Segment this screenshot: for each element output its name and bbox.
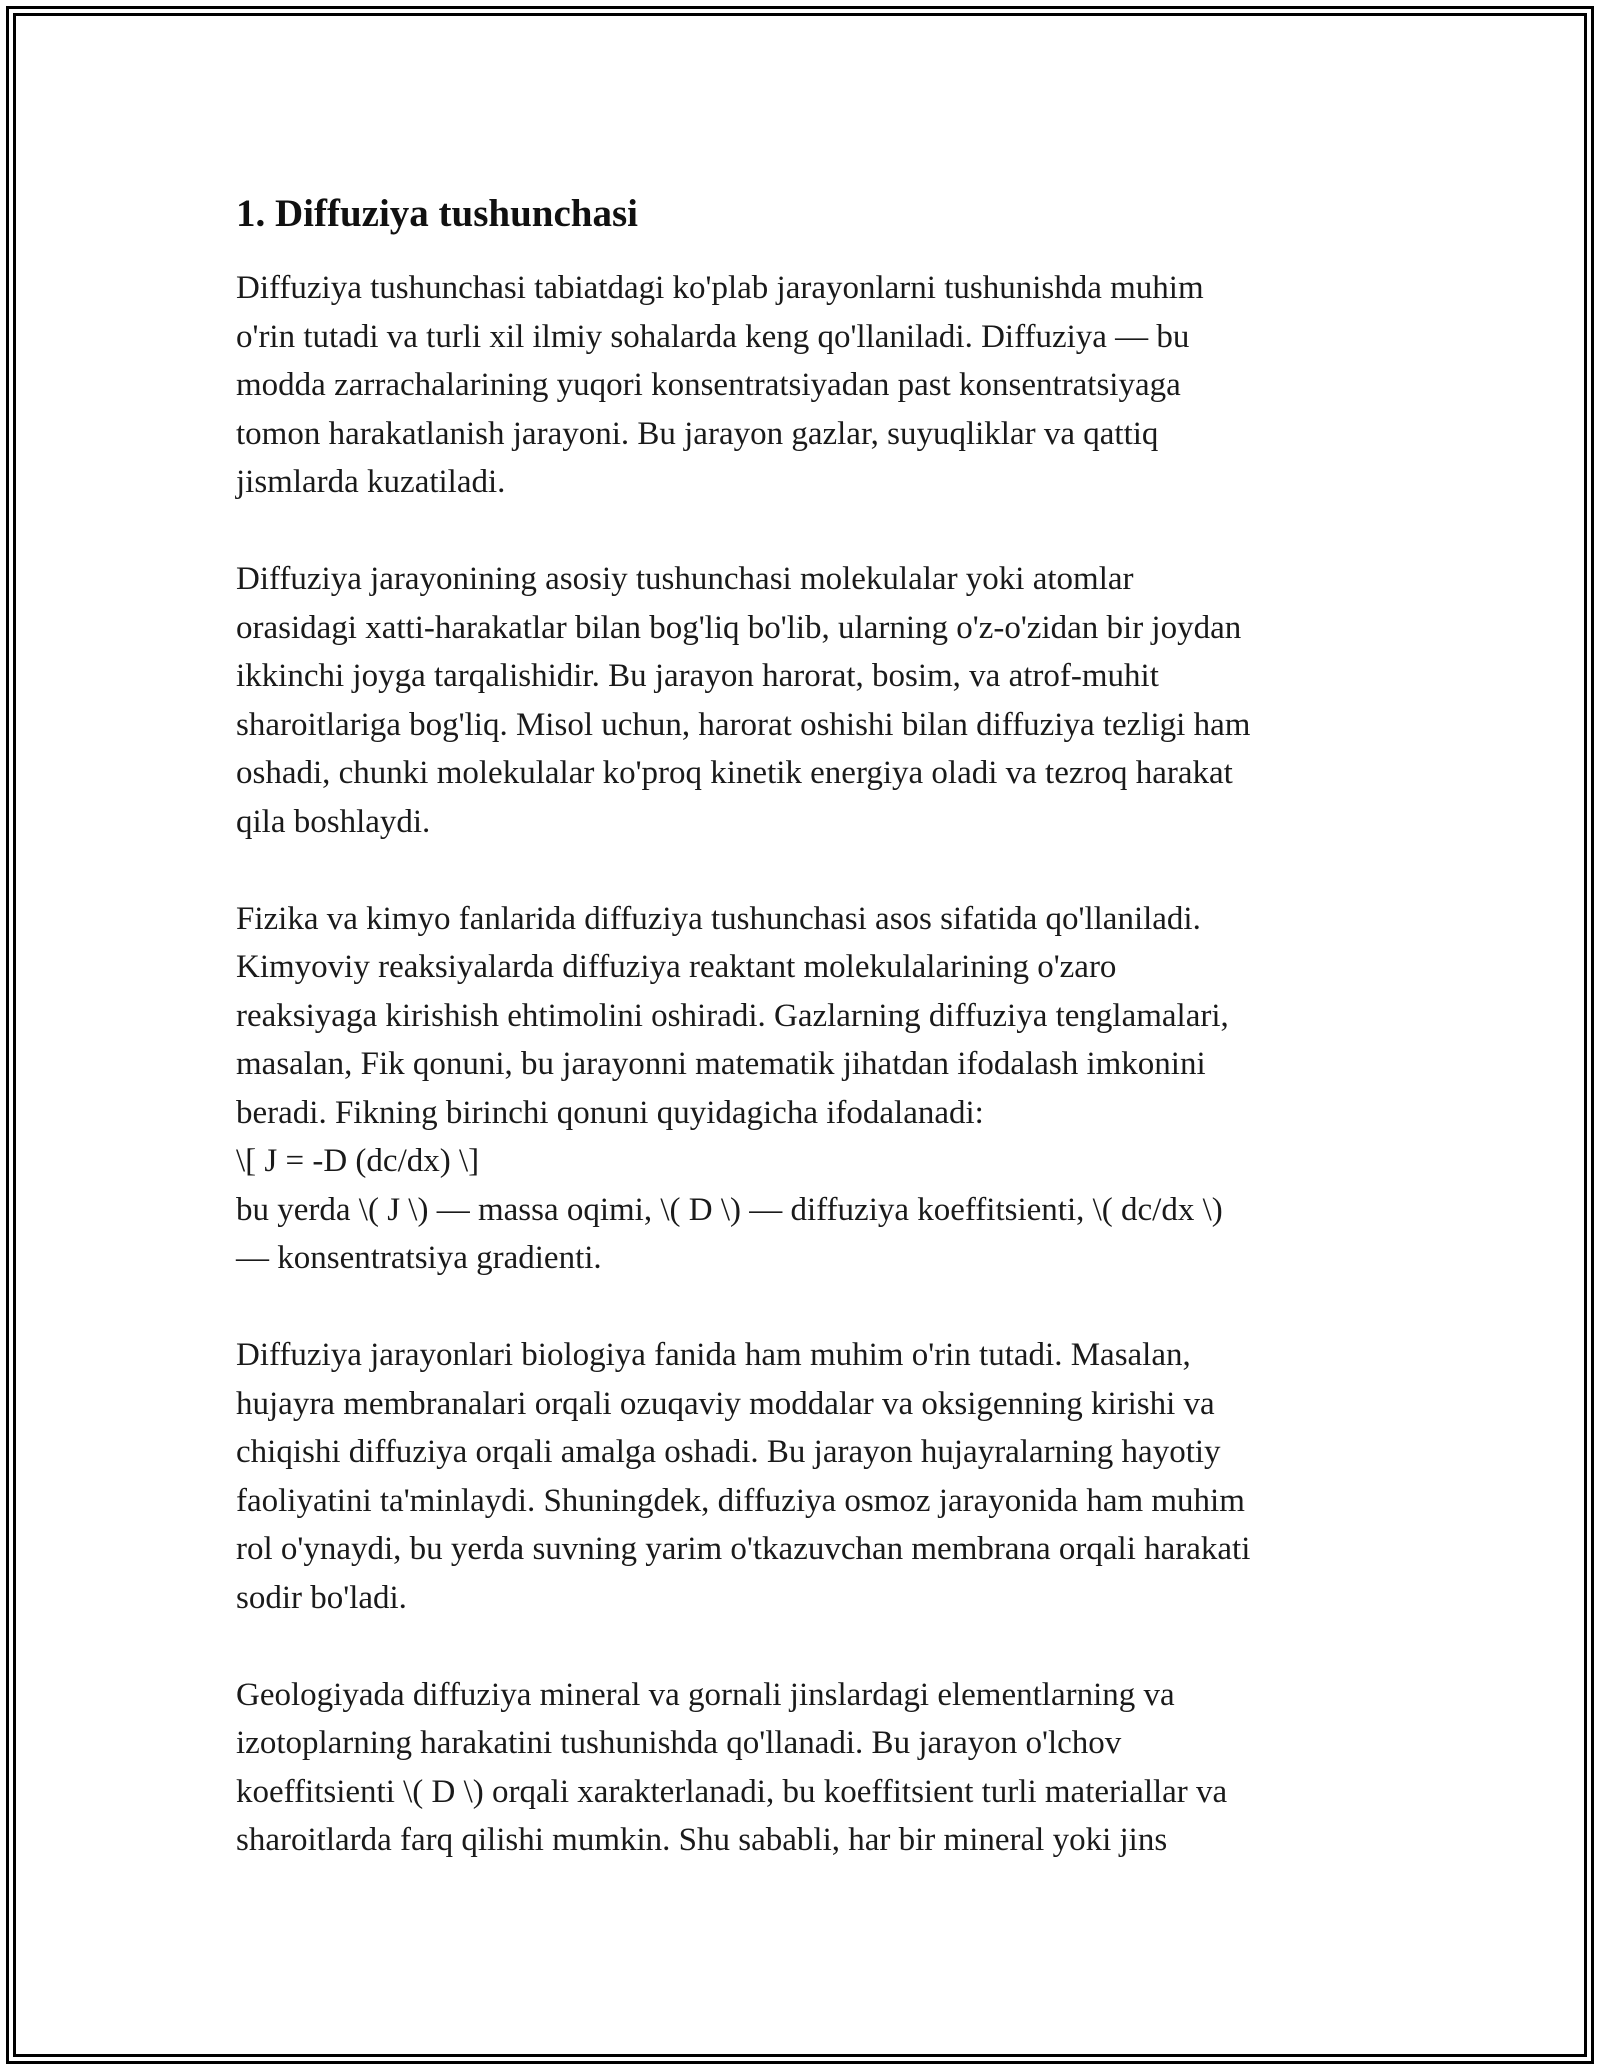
text-line: izotoplarning harakatini tushunishda qo'llanadi. Bu jarayon o'lchov	[236, 1725, 1122, 1761]
text-line: jismlarda kuzatiladi.	[236, 464, 506, 500]
text-line: Geologiyada diffuziya mineral va gornali jinslardagi elementlarning va	[236, 1676, 1175, 1713]
paragraph-1	[236, 264, 1376, 507]
text-line: rol o'ynaydi, bu yerda suvning yarim o'tkazuvchan membrana orqali harakati	[236, 1531, 1251, 1567]
text-line: ikkinchi joyga tarqalishidir. Bu jarayon harorat, bosim, va atrof-muhit	[236, 658, 1159, 694]
text-line: Diffuziya jarayonining asosiy tushunchasi molekulalar yoki atomlar	[236, 561, 1134, 597]
text-line: modda zarrachalarining yuqori konsentratsiyadan past konsentratsiyaga	[236, 367, 1181, 403]
document-body	[236, 186, 1376, 1913]
text-line: — konsentratsiya gradienti.	[236, 1240, 602, 1276]
text-line: masalan, Fik qonuni, bu jarayonni matematik jihatdan ifodalash imkonini	[236, 1046, 1206, 1082]
text-line: sharoitlarda farq qilishi mumkin. Shu sababli, har bir mineral yoki jins	[236, 1822, 1168, 1858]
text-line: koeffitsienti \( D \) orqali xarakterlanadi, bu koeffitsient turli materiallar va	[236, 1773, 1228, 1810]
text-line: qila boshlaydi.	[236, 803, 431, 840]
text-line: sharoitlariga bog'liq. Misol uchun, harorat oshishi bilan diffuziya tezligi ham	[236, 706, 1251, 743]
paragraph-5	[236, 1671, 1376, 1865]
paragraph-3	[236, 895, 1376, 1283]
text-line: o'rin tutadi va turli xil ilmiy sohalarda keng qo'llaniladi. Diffuziya — bu	[236, 318, 1190, 355]
text-line: beradi. Fikning birinchi qonuni quyidagicha ifodalanadi:	[236, 1094, 984, 1131]
text-line: orasidagi xatti-harakatlar bilan bog'liq bo'lib, ularning o'z-o'zidan bir joydan	[236, 609, 1242, 646]
paragraph-4	[236, 1331, 1376, 1622]
paragraph-2	[236, 555, 1376, 846]
text-line: Diffuziya tushunchasi tabiatdagi ko'plab jarayonlarni tushunishda muhim	[236, 270, 1204, 306]
formula-line: \[ J = -D (dc/dx) \]	[236, 1143, 480, 1179]
text-line: oshadi, chunki molekulalar ko'proq kinetik energiya oladi va tezroq harakat	[236, 755, 1233, 791]
text-line: Diffuziya jarayonlari biologiya fanida ham muhim o'rin tutadi. Masalan,	[236, 1337, 1191, 1373]
text-line: chiqishi diffuziya orqali amalga oshadi. Bu jarayon hujayralarning hayotiy	[236, 1434, 1221, 1470]
text-line: Fizika va kimyo fanlarida diffuziya tushunchasi asos sifatida qo'llaniladi.	[236, 900, 1201, 937]
text-line: bu yerda \( J \) — massa oqimi, \( D \) — diffuziya koeffitsienti, \( dc/dx \)	[236, 1191, 1223, 1228]
text-line: faoliyatini ta'minlaydi. Shuningdek, diffuziya osmoz jarayonida ham muhim	[236, 1482, 1245, 1519]
text-line: sodir bo'ladi.	[236, 1579, 407, 1616]
text-line: Kimyoviy reaksiyalarda diffuziya reaktant molekulalarining o'zaro	[236, 949, 1117, 985]
text-line: tomon harakatlanish jarayoni. Bu jarayon gazlar, suyuqliklar va qattiq	[236, 415, 1159, 452]
section-heading: 1. Diffuziya tushunchasi	[236, 192, 638, 235]
text-line: hujayra membranalari orqali ozuqaviy moddalar va oksigenning kirishi va	[236, 1385, 1215, 1422]
text-line: reaksiyaga kirishish ehtimolini oshiradi. Gazlarning diffuziya tenglamalari,	[236, 997, 1229, 1034]
